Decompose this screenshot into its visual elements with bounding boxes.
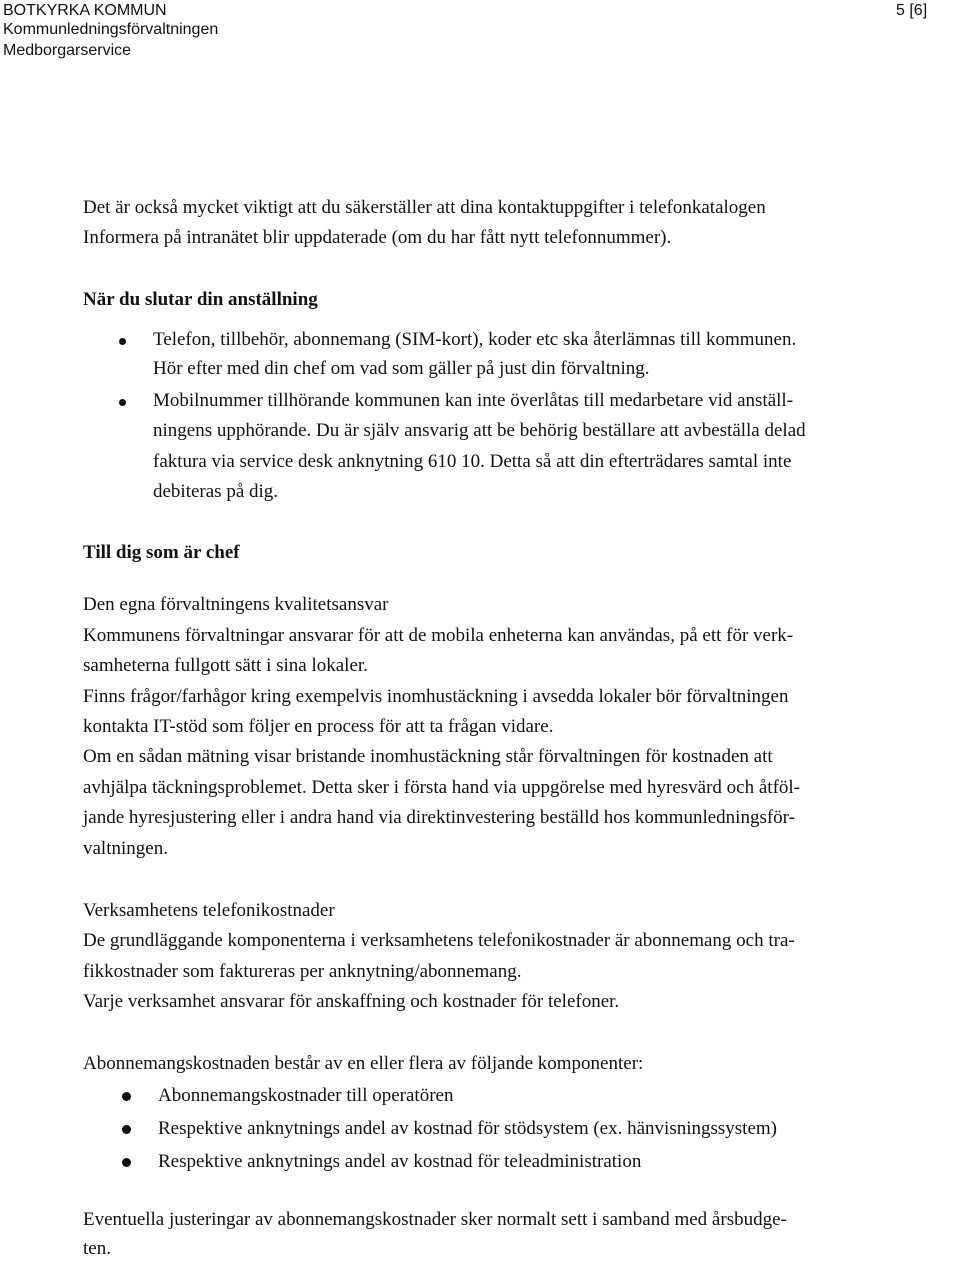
- costs-subheading: Verksamhetens telefonikostnader: [83, 900, 335, 921]
- intro-line-1: Det är också mycket viktigt att du säkerställer att dina kontaktuppgifter i telefonkatalogen: [83, 197, 766, 218]
- costs-component-3: Respektive anknytnings andel av kostnad för teleadministration: [158, 1151, 642, 1172]
- leaving-bullet-2-line-4: debiteras på dig.: [153, 481, 279, 502]
- chef-p2-line-1: Finns frågor/farhågor kring exempelvis inomhustäckning i avsedda lokaler bör förvaltningen: [83, 686, 789, 707]
- header-department: Kommunledningsförvaltningen: [3, 21, 219, 38]
- chef-heading: Till dig som är chef: [83, 542, 240, 563]
- bullet-icon: [122, 1092, 131, 1101]
- bullet-icon: [119, 399, 126, 406]
- costs-p1-line-1: De grundläggande komponenterna i verksamhetens telefonikostnader är abonnemang och tra-: [83, 930, 795, 951]
- chef-p3-line-2: avhjälpa täckningsproblemet. Detta sker i första hand via uppgörelse med hyresvärd och åtföl-: [83, 777, 801, 798]
- chef-p3-line-3: jande hyresjustering eller i andra hand via direktinvestering beställd hos kommunledningsför-: [83, 807, 795, 828]
- costs-final-line-1: Eventuella justeringar av abonnemangskostnader sker normalt sett i samband med årsbudge-: [83, 1209, 787, 1230]
- chef-subheading: Den egna förvaltningens kvalitetsansvar: [83, 594, 389, 615]
- chef-p3-line-1: Om en sådan mätning visar bristande inomhustäckning står förvaltningen för kostnaden att: [83, 746, 773, 767]
- costs-components-intro: Abonnemangskostnaden består av en eller flera av följande komponenter:: [83, 1053, 644, 1074]
- chef-p2-line-2: kontakta IT-stöd som följer en process för att ta frågan vidare.: [83, 716, 554, 737]
- costs-component-2: Respektive anknytnings andel av kostnad för stödsystem (ex. hänvisningssystem): [158, 1118, 777, 1139]
- leaving-heading: När du slutar din anställning: [83, 289, 318, 310]
- intro-line-2: Informera på intranätet blir uppdaterade (om du har fått nytt telefonnummer).: [83, 227, 672, 248]
- costs-p2-line-1: Varje verksamhet ansvarar för anskaffning och kostnader för telefoner.: [83, 991, 620, 1012]
- costs-final-line-2: ten.: [83, 1238, 111, 1259]
- leaving-bullet-2-line-3: faktura via service desk anknytning 610 10. Detta så att din efterträdares samtal inte: [153, 451, 792, 472]
- bullet-icon: [122, 1158, 131, 1167]
- leaving-bullet-1-line-1: Telefon, tillbehör, abonnemang (SIM-kort), koder etc ska återlämnas till kommunen.: [153, 329, 797, 350]
- bullet-icon: [122, 1125, 131, 1134]
- bullet-icon: [119, 338, 126, 345]
- header-unit: Medborgarservice: [3, 42, 132, 59]
- costs-p1-line-2: fikkostnader som faktureras per anknytning/abonnemang.: [83, 961, 522, 982]
- chef-p3-line-4: valtningen.: [83, 838, 168, 859]
- page-number: 5 [6]: [896, 2, 928, 19]
- chef-p1-line-1: Kommunens förvaltningar ansvarar för att de mobila enheterna kan användas, på ett för verk-: [83, 625, 794, 646]
- leaving-bullet-2-line-2: ningens upphörande. Du är själv ansvarig att be behörig beställare att avbeställa delad: [153, 420, 806, 441]
- leaving-bullet-1-line-2: Hör efter med din chef om vad som gäller på just din förvaltning.: [153, 358, 650, 379]
- leaving-bullet-2-line-1: Mobilnummer tillhörande kommunen kan inte överlåtas till medarbetare vid anställ-: [153, 390, 794, 411]
- header-org: BOTKYRKA KOMMUN: [3, 2, 167, 19]
- chef-p1-line-2: samheterna fullgott sätt i sina lokaler.: [83, 655, 368, 676]
- costs-component-1: Abonnemangskostnader till operatören: [158, 1085, 454, 1106]
